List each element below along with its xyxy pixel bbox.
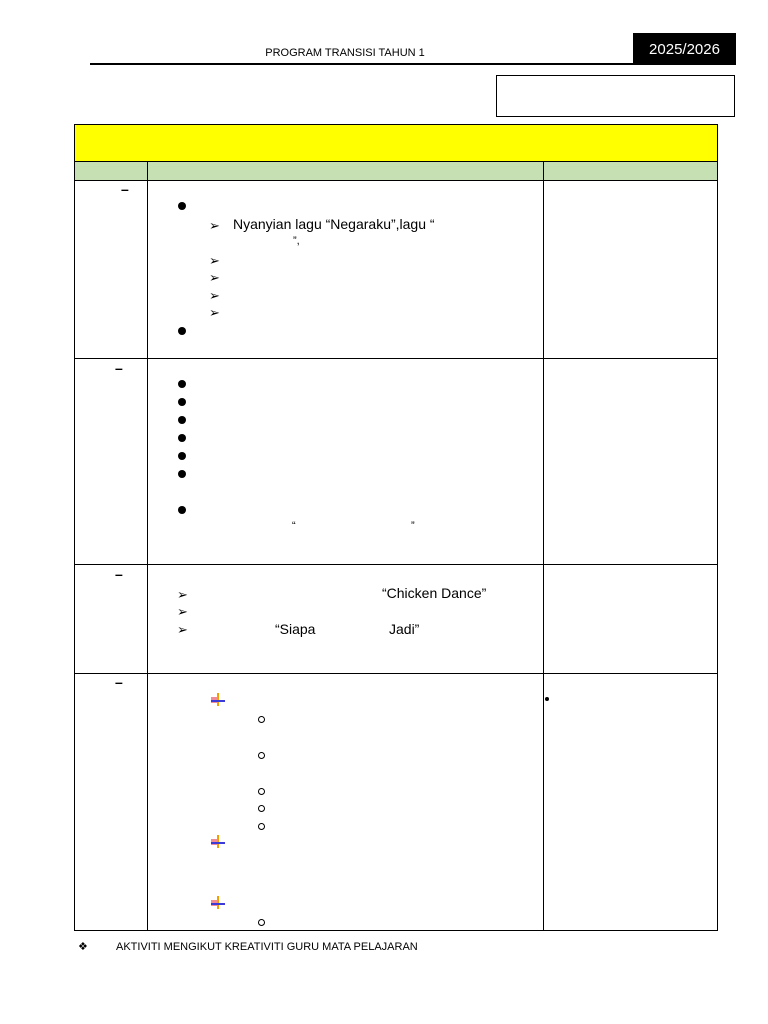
arrow-bullet-icon: ➢	[209, 270, 220, 285]
bullet-icon	[178, 416, 186, 424]
row-dash: –	[115, 674, 123, 690]
row-dash: –	[115, 566, 123, 582]
column-divider-1	[147, 162, 148, 930]
arrow-bullet-icon: ➢	[209, 288, 220, 303]
header-rule	[90, 63, 676, 65]
bullet-icon	[178, 452, 186, 460]
arrow-bullet-icon: ➢	[177, 604, 188, 619]
jadi-text: Jadi”	[389, 621, 420, 637]
close-quote: ”	[411, 520, 415, 532]
bullet-icon	[178, 470, 186, 478]
year-badge: 2025/2026	[633, 33, 736, 65]
arrow-bullet-icon: ➢	[209, 305, 220, 320]
bullet-icon	[178, 380, 186, 388]
circle-bullet-icon	[258, 752, 265, 759]
arrow-bullet-icon: ➢	[209, 253, 220, 268]
song-line: Nyanyian lagu “Negaraku”,lagu “	[233, 216, 435, 232]
activity-table	[74, 124, 718, 931]
row-divider-3	[75, 673, 717, 674]
song-line-end: ”,	[293, 235, 300, 247]
bullet-icon	[178, 202, 186, 210]
arrow-bullet-icon: ➢	[177, 587, 188, 602]
table-title-bar	[75, 125, 717, 162]
circle-bullet-icon	[258, 919, 265, 926]
open-quote: “	[292, 520, 296, 532]
plus-bullet-icon	[211, 896, 225, 910]
reference-box	[496, 75, 735, 117]
row-divider-1	[75, 358, 717, 359]
bullet-icon	[178, 398, 186, 406]
circle-bullet-icon	[258, 823, 265, 830]
column-divider-2	[543, 162, 544, 930]
bullet-icon	[178, 327, 186, 335]
row-dash: –	[121, 181, 129, 197]
bullet-icon	[178, 434, 186, 442]
bullet-icon	[178, 506, 186, 514]
diamond-bullet-icon: ❖	[78, 941, 88, 953]
column-header-row	[75, 162, 717, 181]
row-dash: –	[115, 360, 123, 376]
arrow-bullet-icon: ➢	[177, 622, 188, 637]
row-divider-2	[75, 564, 717, 565]
siapa-text: “Siapa	[275, 621, 316, 637]
circle-bullet-icon	[258, 805, 265, 812]
circle-bullet-icon	[258, 788, 265, 795]
footer-note: AKTIVITI MENGIKUT KREATIVITI GURU MATA PELAJARAN	[116, 941, 418, 953]
circle-bullet-icon	[258, 716, 265, 723]
document-header-title: PROGRAM TRANSISI TAHUN 1	[265, 47, 425, 59]
plus-bullet-icon	[211, 693, 225, 707]
plus-bullet-icon	[211, 835, 225, 849]
chicken-dance-text: “Chicken Dance”	[382, 585, 487, 601]
arrow-bullet-icon: ➢	[209, 218, 220, 233]
small-bullet-icon	[545, 697, 549, 701]
